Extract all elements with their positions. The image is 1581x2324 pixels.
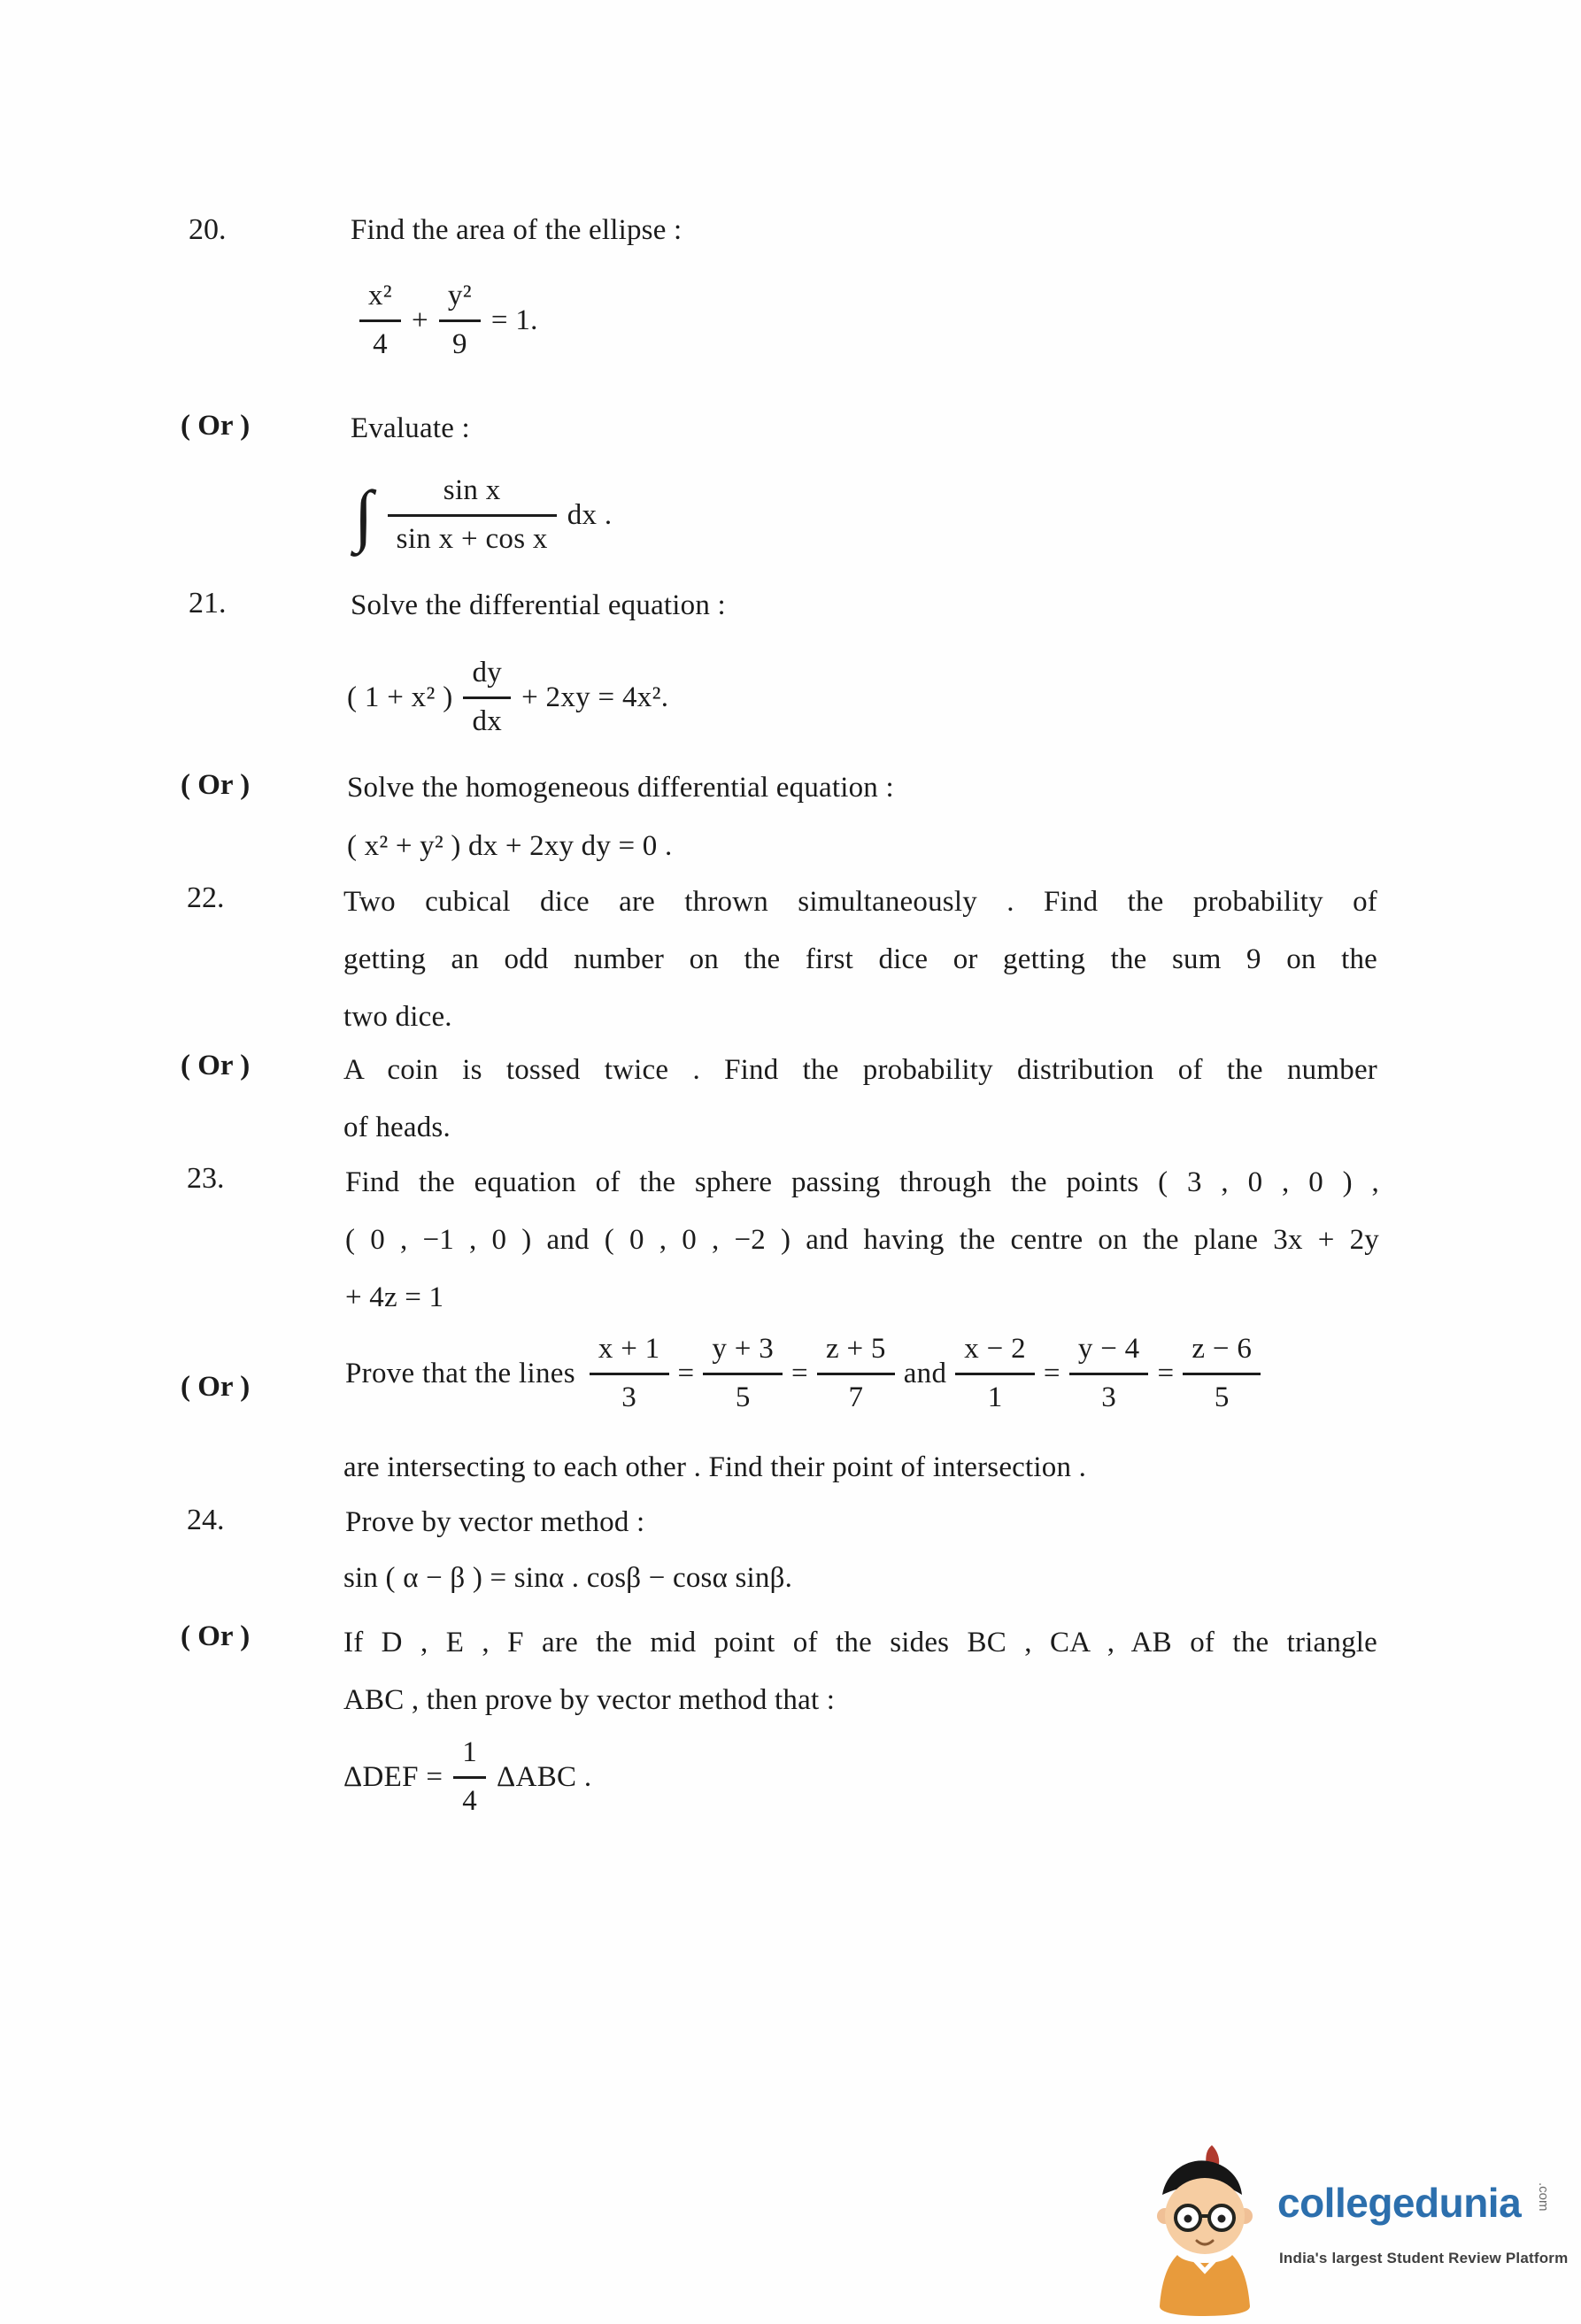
fraction-numerator: 1 xyxy=(453,1736,486,1779)
question-21-equation xyxy=(347,657,668,739)
text-line: ( 0 , −1 , 0 ) and ( 0 , 0 , −2 ) and having the centre on the plane 3x + 2y xyxy=(345,1224,1379,1256)
question-23-or-label: ( Or ) xyxy=(181,1371,251,1403)
question-23-number: 23. xyxy=(187,1162,225,1195)
fraction-numerator: dy xyxy=(463,657,511,699)
fraction xyxy=(388,474,557,557)
question-22-or-label: ( Or ) xyxy=(181,1050,251,1081)
question-24-number: 24. xyxy=(187,1504,225,1536)
fraction xyxy=(703,1333,783,1415)
equals-operator: = xyxy=(1157,1357,1175,1389)
fraction xyxy=(1183,1333,1261,1415)
fraction-denominator: 5 xyxy=(735,1381,751,1413)
fraction-denominator: 7 xyxy=(848,1381,864,1413)
fraction-denominator: 4 xyxy=(373,327,388,360)
fraction-denominator: sin x + cos x xyxy=(396,522,548,555)
fraction-denominator: 3 xyxy=(1101,1381,1117,1413)
text-line: If D , E , F are the mid point of the sides BC , CA , AB of the triangle xyxy=(343,1627,1377,1658)
text-line: A coin is tossed twice . Find the probability distribution of the number xyxy=(343,1054,1377,1086)
equation-prefix: ΔDEF = xyxy=(343,1760,443,1793)
question-22-number: 22. xyxy=(187,881,225,914)
question-23-or-text-line2: are intersecting to each other . Find their point of intersection . xyxy=(343,1451,1087,1483)
fraction-numerator: x − 2 xyxy=(955,1333,1035,1375)
text-line: of heads. xyxy=(343,1112,451,1143)
question-21-or-text: Solve the homogeneous differential equation : xyxy=(347,772,894,804)
question-20-number: 20. xyxy=(189,213,227,246)
plus-operator: + xyxy=(412,304,428,336)
and-text: and xyxy=(903,1357,947,1389)
question-20-or-text: Evaluate : xyxy=(351,412,470,444)
fraction-numerator: x² xyxy=(359,280,401,322)
text-line: Find the equation of the sphere passing through the points ( 3 , 0 , 0 ) , xyxy=(345,1166,1379,1198)
question-20-equation xyxy=(359,280,538,362)
equation-suffix: + 2xy = 4x². xyxy=(521,681,669,713)
fraction xyxy=(590,1333,669,1415)
brand-domain-suffix: .com xyxy=(1536,2182,1551,2212)
question-24-or-text xyxy=(343,1614,1377,1729)
equation-prefix: ( 1 + x² ) xyxy=(347,681,453,713)
fraction-denominator: 1 xyxy=(987,1381,1003,1413)
fraction xyxy=(1069,1333,1149,1415)
equals-value: = 1. xyxy=(490,304,538,336)
fraction-numerator: y + 3 xyxy=(703,1333,783,1375)
collegedunia-logo xyxy=(1145,2140,1578,2324)
fraction-numerator: z + 5 xyxy=(817,1333,895,1375)
fraction-denominator: 3 xyxy=(621,1381,637,1413)
question-23-text xyxy=(345,1154,1379,1327)
fraction-denominator: 4 xyxy=(462,1784,478,1817)
fraction-denominator: 5 xyxy=(1214,1381,1230,1413)
question-21-text: Solve the differential equation : xyxy=(351,589,726,621)
fraction-numerator: y² xyxy=(439,280,481,322)
question-20-or-label: ( Or ) xyxy=(181,410,251,442)
fraction xyxy=(453,1736,486,1819)
text-line: two dice. xyxy=(343,1001,452,1033)
question-24-equation: sin ( α − β ) = sinα . cosβ − cosα sinβ. xyxy=(343,1562,793,1594)
fraction-numerator: y − 4 xyxy=(1069,1333,1149,1375)
fraction-numerator: sin x xyxy=(388,474,557,517)
question-21-or-equation: ( x² + y² ) dx + 2xy dy = 0 . xyxy=(347,830,673,862)
equation-lead-text: Prove that the lines xyxy=(345,1357,575,1389)
question-22-or-text xyxy=(343,1042,1377,1157)
question-24-text: Prove by vector method : xyxy=(345,1506,645,1538)
equals-operator: = xyxy=(1043,1357,1060,1389)
integral-dx: dx . xyxy=(567,498,613,531)
question-21-number: 21. xyxy=(189,587,227,619)
brand-tagline: India's largest Student Review Platform xyxy=(1279,2250,1569,2266)
fraction-numerator: x + 1 xyxy=(590,1333,669,1375)
question-24-or-equation xyxy=(343,1736,591,1819)
fraction xyxy=(359,280,401,362)
integral-sign: ∫ xyxy=(354,476,374,554)
question-20-text: Find the area of the ellipse : xyxy=(351,214,683,246)
text-line: ABC , then prove by vector method that : xyxy=(343,1684,836,1716)
text-line: + 4z = 1 xyxy=(345,1281,444,1313)
fraction xyxy=(817,1333,895,1415)
equation-suffix: ΔABC . xyxy=(497,1760,592,1793)
fraction-denominator: 9 xyxy=(452,327,467,360)
collegedunia-mascot-icon xyxy=(1145,2140,1269,2317)
fraction-denominator: dx xyxy=(472,704,503,737)
text-line: Two cubical dice are thrown simultaneously . Find the probability of xyxy=(343,886,1377,918)
fraction-numerator: z − 6 xyxy=(1183,1333,1261,1375)
question-20-or-integral xyxy=(354,474,612,557)
equals-operator: = xyxy=(677,1357,695,1389)
question-24-or-label: ( Or ) xyxy=(181,1620,251,1652)
brand-name: collegedunia xyxy=(1277,2180,1522,2226)
fraction xyxy=(439,280,481,362)
equals-operator: = xyxy=(791,1357,808,1389)
text-line: getting an odd number on the first dice or getting the sum 9 on the xyxy=(343,943,1377,975)
fraction xyxy=(955,1333,1035,1415)
question-22-text xyxy=(343,873,1377,1046)
derivative-fraction xyxy=(463,657,511,739)
question-23-or-equation xyxy=(345,1333,1261,1415)
question-21-or-label: ( Or ) xyxy=(181,769,251,801)
